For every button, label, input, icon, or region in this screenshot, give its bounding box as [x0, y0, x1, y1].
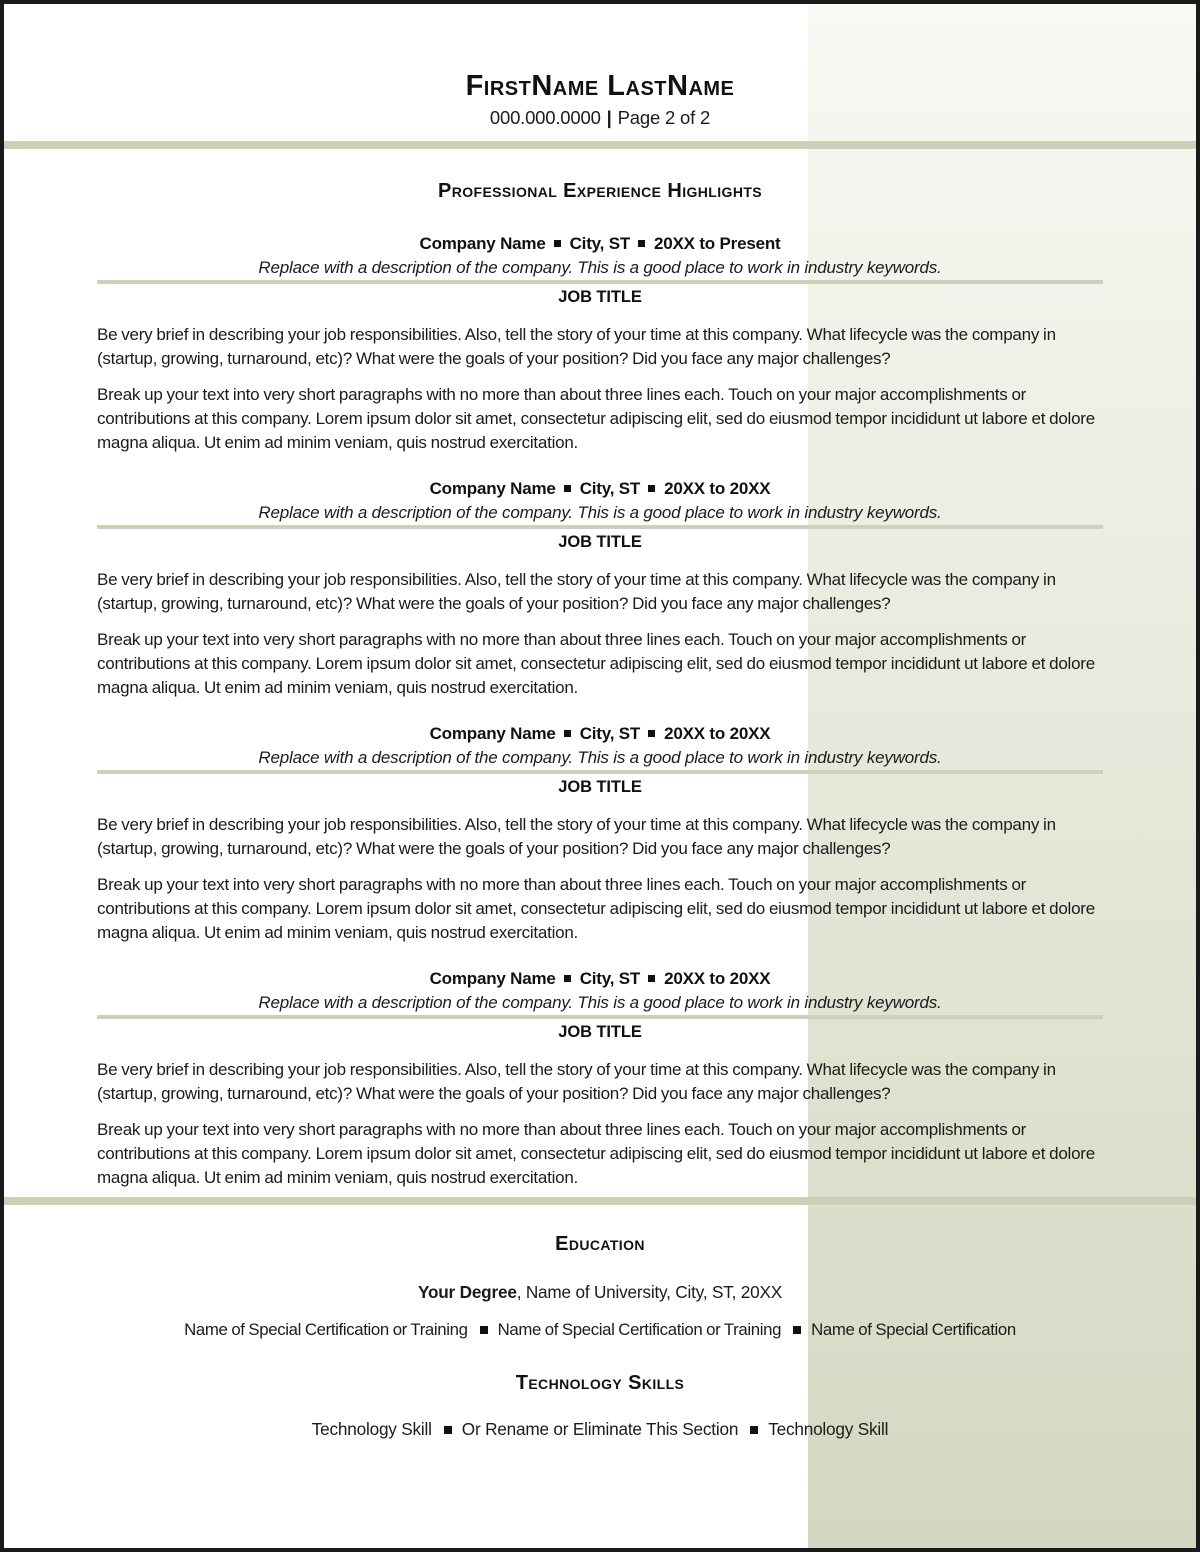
- separator-pipe: |: [606, 107, 612, 128]
- company-name: Company Name: [429, 969, 556, 988]
- company-dates: 20XX to Present: [654, 234, 781, 253]
- square-bullet-icon: [480, 1326, 488, 1334]
- square-bullet-icon: [564, 975, 571, 982]
- square-bullet-icon: [648, 485, 655, 492]
- company-location: City, ST: [579, 969, 641, 988]
- job-block: [97, 722, 1103, 945]
- job-paragraph: Break up your text into very short paragraphs with no more than about three lines each. Touch on your major accomplishments or contributions at this company. Lorem ipsum dolor sit amet, consectetur adipiscing elit, sed do eiusmod tempor incididunt ut labore et dolore magna aliqua. Ut enim ad minim veniam, quis nostrud exercitation.: [97, 875, 1095, 942]
- technology-skill-item: Or Rename or Eliminate This Section: [461, 1419, 739, 1439]
- square-bullet-icon: [638, 240, 645, 247]
- company-description: Replace with a description of the company. This is a good place to work in industry keywords.: [258, 258, 942, 277]
- footer-sections: [4, 1197, 1196, 1441]
- technology-skills-line: [4, 1417, 1196, 1441]
- certifications-line: [4, 1318, 1196, 1342]
- company-dates: 20XX to 20XX: [664, 724, 771, 743]
- job-title: JOB TITLE: [558, 533, 642, 551]
- job-title: JOB TITLE: [558, 288, 642, 306]
- certification-item: Name of Special Certification or Training: [184, 1320, 468, 1339]
- education-rule: [4, 1197, 1196, 1205]
- company-description: Replace with a description of the company. This is a good place to work in industry keywords.: [258, 748, 942, 767]
- job-title: JOB TITLE: [558, 1023, 642, 1041]
- job-paragraph: Be very brief in describing your job responsibilities. Also, tell the story of your time at this company. What lifecycle was the company in (startup, growing, turnaround, etc)? What were the goals of your position? Did you face any major challenges?: [97, 570, 1056, 613]
- job-paragraph: Break up your text into very short paragraphs with no more than about three lines each. Touch on your major accomplishments or contributions at this company. Lorem ipsum dolor sit amet, consectetur adipiscing elit, sed do eiusmod tempor incididunt ut labore et dolore magna aliqua. Ut enim ad minim veniam, quis nostrud exercitation.: [97, 385, 1095, 452]
- square-bullet-icon: [793, 1326, 801, 1334]
- square-bullet-icon: [564, 730, 571, 737]
- job-divider-rule: [97, 1015, 1103, 1019]
- company-name: Company Name: [429, 479, 556, 498]
- phone-number: 000.000.0000: [489, 107, 601, 128]
- job-paragraph: Be very brief in describing your job responsibilities. Also, tell the story of your time at this company. What lifecycle was the company in (startup, growing, turnaround, etc)? What were the goals of your position? Did you face any major challenges?: [97, 1060, 1056, 1103]
- company-name: Company Name: [419, 234, 546, 253]
- square-bullet-icon: [554, 240, 561, 247]
- job-paragraph: Break up your text into very short paragraphs with no more than about three lines each. Touch on your major accomplishments or contributions at this company. Lorem ipsum dolor sit amet, consectetur adipiscing elit, sed do eiusmod tempor incididunt ut labore et dolore magna aliqua. Ut enim ad minim veniam, quis nostrud exercitation.: [97, 630, 1095, 697]
- certification-item: Name of Special Certification or Training: [497, 1320, 782, 1339]
- certification-item: Name of Special Certification: [811, 1320, 1016, 1339]
- job-heading: [97, 722, 1103, 746]
- job-block: [97, 967, 1103, 1190]
- page-indicator: Page 2 of 2: [617, 107, 711, 128]
- job-divider-rule: [97, 770, 1103, 774]
- job-heading: [97, 967, 1103, 991]
- header-rule: [4, 141, 1196, 149]
- square-bullet-icon: [564, 485, 571, 492]
- square-bullet-icon: [648, 730, 655, 737]
- job-paragraph: Be very brief in describing your job responsibilities. Also, tell the story of your time at this company. What lifecycle was the company in (startup, growing, turnaround, etc)? What were the goals of your position? Did you face any major challenges?: [97, 815, 1056, 858]
- company-description: Replace with a description of the company. This is a good place to work in industry keywords.: [258, 993, 942, 1012]
- job-heading: [97, 232, 1103, 256]
- technology-skill-item: Technology Skill: [311, 1419, 432, 1439]
- square-bullet-icon: [444, 1426, 452, 1434]
- contact-line: [4, 104, 1196, 131]
- company-description: Replace with a description of the company. This is a good place to work in industry keywords.: [258, 503, 942, 522]
- degree-name: Your Degree: [417, 1282, 517, 1302]
- company-dates: 20XX to 20XX: [664, 479, 771, 498]
- job-divider-rule: [97, 280, 1103, 284]
- job-paragraph: Break up your text into very short paragraphs with no more than about three lines each. Touch on your major accomplishments or contributions at this company. Lorem ipsum dolor sit amet, consectetur adipiscing elit, sed do eiusmod tempor incididunt ut labore et dolore magna aliqua. Ut enim ad minim veniam, quis nostrud exercitation.: [97, 1120, 1095, 1187]
- section-title-technology: Technology Skills: [515, 1372, 685, 1394]
- section-title-education: Education: [555, 1233, 645, 1255]
- job-block: [97, 477, 1103, 700]
- company-name: Company Name: [429, 724, 556, 743]
- company-location: City, ST: [569, 234, 631, 253]
- job-paragraph: Be very brief in describing your job responsibilities. Also, tell the story of your time at this company. What lifecycle was the company in (startup, growing, turnaround, etc)? What were the goals of your position? Did you face any major challenges?: [97, 325, 1056, 368]
- square-bullet-icon: [750, 1426, 758, 1434]
- person-name: FirstName LastName: [465, 70, 735, 102]
- company-dates: 20XX to 20XX: [664, 969, 771, 988]
- page-header: [4, 4, 1196, 131]
- job-block: [97, 232, 1103, 455]
- section-title-experience: Professional Experience Highlights: [437, 180, 763, 202]
- technology-skill-item: Technology Skill: [768, 1419, 889, 1439]
- job-title: JOB TITLE: [558, 778, 642, 796]
- degree-details: , Name of University, City, ST, 20XX: [516, 1282, 783, 1302]
- degree-line: [4, 1280, 1196, 1304]
- company-location: City, ST: [579, 479, 641, 498]
- job-heading: [97, 477, 1103, 501]
- company-location: City, ST: [579, 724, 641, 743]
- square-bullet-icon: [648, 975, 655, 982]
- job-divider-rule: [97, 525, 1103, 529]
